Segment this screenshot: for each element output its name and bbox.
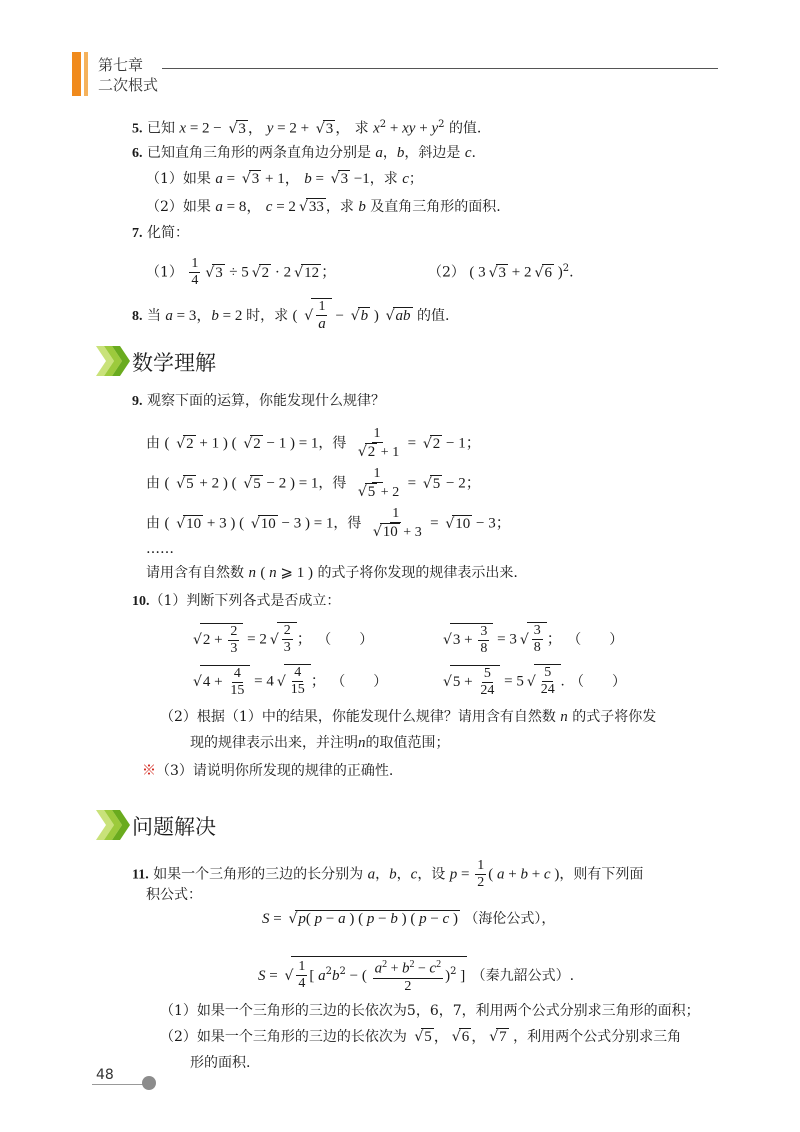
header-rule	[162, 68, 718, 69]
heron-formula: S = √ p( p − a ) ( p − b ) ( p − c ) （海伦公式），	[262, 908, 555, 930]
problem-10: 10.（1）判断下列各式是否成立：	[132, 593, 341, 609]
star-mark: ※	[142, 763, 156, 779]
problem-8: 8. 当 a = 3，b = 2 时，求 ( √ $\frac{1}{a}$ − √ b ) √ ab 的值.	[132, 298, 449, 333]
problem-7: 7. 化简：	[132, 225, 189, 241]
problem-6-sub2: （2）如果 a = 8， c = 2√ 33 ，求 b 及直角三角形的面积.	[146, 196, 501, 218]
problem-6-sub1: （1）如果 a = √ 3 + 1， b = √ 3 −1，求 c；	[146, 168, 423, 190]
problem-11-line1: 11. 如果一个三角形的三边的长分别为 a，b，c，设 p = $\frac{1}{2}$ ( a + b + c )，则有下列面	[132, 858, 644, 890]
problem-11-sub2-cont: 形的面积.	[190, 1055, 251, 1071]
answer-blank[interactable]: （ ）	[567, 631, 624, 648]
problem-9-eq3: 由 ( √ 10 + 3 ) ( √ 10 − 3 ) = 1，得 1 √ 10 + 3 = √ 10 − 3；	[146, 506, 511, 541]
problem-5: 5. 已知 x = 2 − √ 3 ， y = 2 + √ 3 ， 求 $x^2$ + xy + $y^2$ 的值.	[132, 114, 481, 141]
problem-10-sub2-line2: 现的规律表示出来，并注明n的取值范围；	[190, 735, 450, 751]
qin-formula: S = √ $\frac{1}{4}$ [ $a^2b^2$ − ( $\frac{a^2 + b^2 - c^2}{2}$ )$^2$ ] （秦九韶公式）.	[258, 956, 574, 995]
problem-10-sub3: ※（3）请说明你所发现的规律的正确性.	[142, 763, 394, 779]
problem-7-sub1: （1） $\frac{1}{4}$ √ 3 ÷ 5√ 2 · 2√ 12 ；	[146, 256, 336, 289]
header-accent-bar-2	[84, 52, 88, 96]
problem-7-sub2: （2） ( 3√ 3 + 2√ 6 )$^2$.	[428, 258, 574, 284]
problem-9-ellipsis: ……	[146, 541, 174, 557]
problem-10-eq3: √ 4 + $\frac{4}{15}$ = 4 √ $\frac{4}{15}$ ； （ ）	[190, 664, 388, 699]
problem-10-sub2-line1: （2）根据（1）中的结果，你能发现什么规律？请用含有自然数 n 的式子将你发	[160, 709, 657, 725]
problem-11-sub2: （2）如果一个三角形的三边的长依次为 √ 5 ，√ 6 ，√ 7 ，利用两个公式分别求三角	[160, 1026, 681, 1048]
answer-blank[interactable]: （ ）	[331, 673, 388, 690]
problem-10-eq2: √ 3 + $\frac{3}{8}$ = 3 √ $\frac{3}{8}$ ； （ ）	[440, 622, 624, 657]
problem-9-eq2: 由 ( √ 5 + 2 ) ( √ 5 − 2 ) = 1，得 1 √ 5 + 2 = √ 5 − 2；	[146, 466, 481, 501]
problem-10-eq4: √ 5 + $\frac{5}{24}$ = 5 √ $\frac{5}{24}$ . （ ）	[440, 664, 627, 699]
problem-9-ask: 请用含有自然数 n ( n ⩾ 1 ) 的式子将你发现的规律表示出来.	[146, 565, 518, 581]
problem-9-eq1: 由 ( √ 2 + 1 ) ( √ 2 − 1 ) = 1，得 1 √ 2 + 1 = √ 2 − 1；	[146, 426, 481, 461]
page-number: 48	[96, 1067, 114, 1083]
answer-blank[interactable]: （ ）	[317, 631, 374, 648]
problem-9: 9. 观察下面的运算，你能发现什么规律？	[132, 393, 385, 409]
answer-blank[interactable]: （ ）	[569, 673, 626, 690]
footer-rule	[92, 1084, 148, 1085]
section-title-problem-solving: 问题解决	[132, 815, 216, 839]
problem-11-line2: 积公式：	[146, 887, 202, 903]
chapter-title: 二次根式	[98, 76, 159, 94]
problem-10-eq1: √ 2 + $\frac{2}{3}$ = 2 √ $\frac{2}{3}$ ； （ ）	[190, 622, 374, 657]
header-accent-bar	[72, 52, 81, 96]
section-title-understanding: 数学理解	[132, 351, 216, 375]
section-chevron-icon	[96, 344, 132, 378]
problem-6: 6. 已知直角三角形的两条直角边分别是 a，b，斜边是 c.	[132, 145, 476, 161]
footer-dot	[142, 1076, 156, 1090]
section-chevron-icon	[96, 808, 132, 842]
problem-11-sub1: （1）如果一个三角形的三边的长依次为5，6，7，利用两个公式分别求三角形的面积；	[160, 1003, 700, 1019]
chapter-number: 第七章	[98, 56, 144, 74]
